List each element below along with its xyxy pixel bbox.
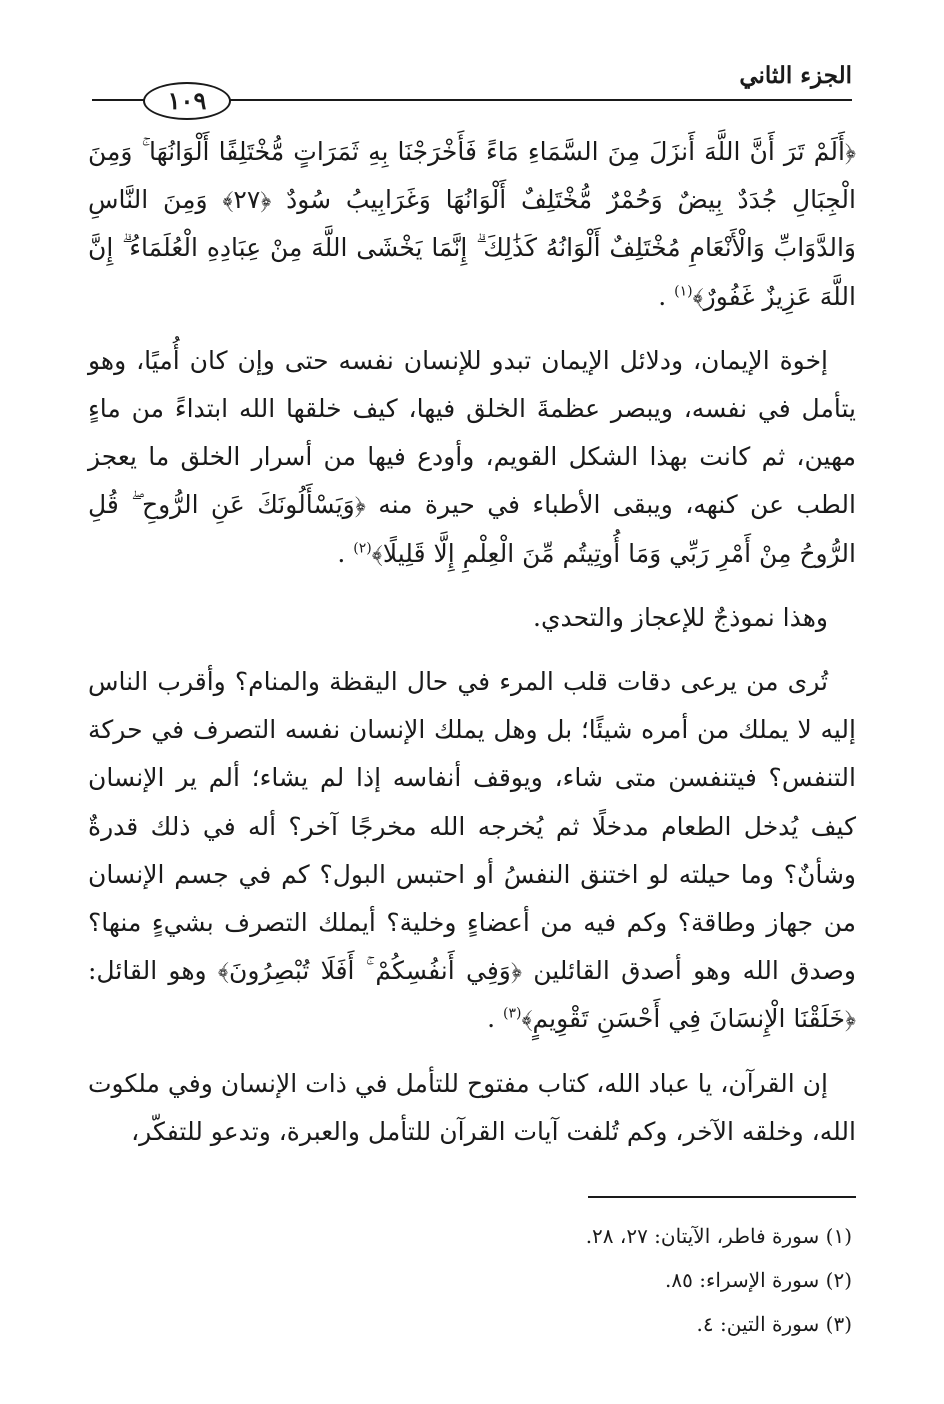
running-title: الجزء الثاني (739, 62, 852, 89)
footnote-1: (١) سورة فاطر، الآيتان: ٢٧، ٢٨. (585, 1224, 852, 1248)
quran-verse: ﴿وَيَسْأَلُونَكَ عَنِ الرُّوحِ ۖ قُلِ الرُّوحُ مِنْ أَمْرِ رَبِّي وَمَا أُوتِيتُم مِّنَ الْعِلْمِ إِلَّا قَلِيلًا﴾ (88, 490, 856, 568)
quran-verse: ﴿أَلَمْ تَرَ أَنَّ اللَّهَ أَنزَلَ مِنَ السَّمَاءِ مَاءً فَأَخْرَجْنَا بِهِ ثَمَرَاتٍ مُّخْتَلِفًا أَلْوَانُهَا ۚ وَمِنَ الْجِبَالِ جُدَدٌ بِيضٌ وَحُمْرٌ مُّخْتَلِفٌ أَلْوَانُهَا وَغَرَابِيبُ سُودٌ ﴿٢٧﴾ وَمِنَ النَّاسِ وَالدَّوَابِّ وَالْأَنْعَامِ مُخْتَلِفٌ أَلْوَانُهُ كَذَٰلِكَ ۗ إِنَّمَا يَخْشَى اللَّهَ مِنْ عِبَادِهِ الْعُلَمَاءُ ۗ إِنَّ اللَّهَ عَزِيزٌ غَفُورٌ﴾ (88, 137, 856, 311)
footnote-ref-3: (٣) (502, 1006, 522, 1023)
paragraph-3 (88, 594, 856, 642)
footnote-3: (٣) سورة التين: ٤. (696, 1312, 852, 1336)
paragraph-1 (88, 128, 856, 321)
paragraph-end: . (337, 538, 354, 568)
footnote-rule (588, 1196, 856, 1198)
footnote-ref-1: (١) (674, 283, 693, 300)
paragraph-text: إخوة الإيمان، ودلائل الإيمان تبدو للإنسان نفسه حتى وإن كان أُميًا، وهو يتأمل في نفسه، ويبصر عظمةَ الخلق فيها، كيف خلقها الله ابتداءً من ماءٍ مهين، ثم كانت بهذا الشكل القويم، وأودع فيها من أسرار الخلق ما يعجز الطب عن كنهه، ويبقى الأطباء في حيرة منه (88, 345, 856, 520)
paragraph-text: وهذا نموذجٌ للإعجاز والتحدي. (533, 602, 828, 632)
paragraph-end: . (658, 281, 675, 311)
paragraph-5 (88, 1060, 856, 1156)
quran-verse: ﴿خَلَقْنَا الْإِنسَانَ فِي أَحْسَنِ تَقْوِيمٍ﴾ (521, 1004, 856, 1034)
page-number-badge: ١٠٩ (143, 82, 231, 120)
footnotes (252, 1214, 852, 1346)
paragraph-2 (88, 337, 856, 578)
paragraph-end: . (487, 1004, 503, 1034)
paragraph-4 (88, 658, 856, 1044)
paragraph-text: تُرى من يرعى دقات قلب المرء في حال اليقظة والمنام؟ وأقرب الناس إليه لا يملك من أمره شيئًا؛ بل وهل يملك الإنسان نفسه التصرف في حركة التنفس؟ فيتنفسن متى شاء، ويوقف أنفاسه إذا لم يشاء؛ ألم ير الإنسان كيف يُدخل الطعام مدخلًا ثم يُخرجه الله مخرجًا آخر؟ أله في ذلك قدرةٌ وشأنٌ؟ وما حيلته لو اختنق النفسُ أو احتبس البول؟ كم في جسم الإنسان من جهاز وطاقة؟ وكم فيه من أعضاءٍ وخلية؟ أيملك التصرف بشيءٍ منها؟ وصدق الله وهو أصدق القائلين (88, 667, 856, 986)
paragraph-text: وهو القائل: (88, 956, 218, 986)
quran-verse: ﴿وَفِي أَنفُسِكُمْ ۚ أَفَلَا تُبْصِرُونَ﴾ (217, 956, 522, 986)
paragraph-text: إن القرآن، يا عباد الله، كتاب مفتوح للتأمل في ذات الإنسان وفي ملكوت الله، وخلقه الآخر، وكم تُلفت آيات القرآن للتأمل والعبرة، وتدعو للتفكّر، (88, 1068, 856, 1146)
footnote-ref-2: (٢) (353, 540, 372, 557)
body-text (88, 128, 856, 1172)
footnote-2: (٢) سورة الإسراء: ٨٥. (665, 1268, 852, 1292)
